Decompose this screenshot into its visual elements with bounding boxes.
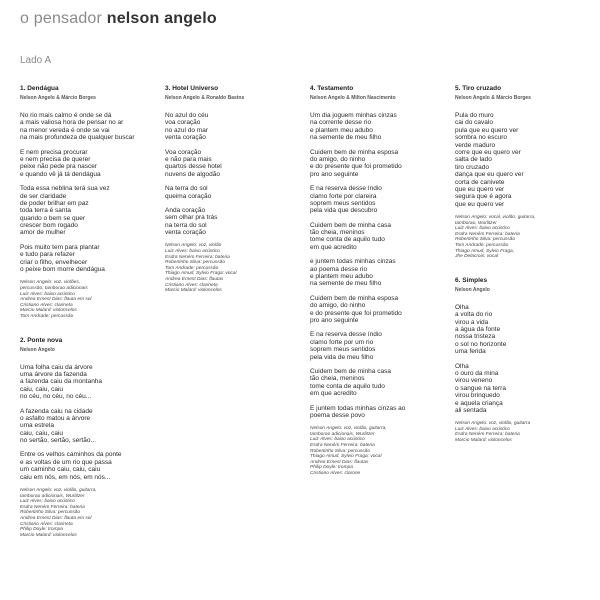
lyric-line: amor de mulher bbox=[20, 229, 66, 237]
lyric-stanza bbox=[310, 185, 450, 215]
song-block bbox=[310, 85, 450, 477]
lyric-line: salta de lado bbox=[455, 156, 492, 164]
credit-line: Nelson Angelo: vocal, violão, guitarra, bbox=[455, 215, 536, 221]
lyric-line: e tudo para refazer bbox=[20, 251, 75, 259]
lyric-line: peixe não pede pra nascer bbox=[20, 163, 97, 171]
credit-line: Luiz Alves: baixo acústico bbox=[20, 499, 75, 505]
column-3 bbox=[310, 85, 450, 494]
lyric-line: Cuidem bem de minha casa bbox=[310, 221, 391, 229]
lyric-stanza bbox=[20, 185, 160, 237]
lyric-line: Toda essa neblina terá sua vez bbox=[20, 185, 110, 193]
lyric-line: virou veneno bbox=[455, 377, 493, 385]
song-authors: Nelson Angelo bbox=[20, 346, 55, 353]
lyric-line: nuvens de algodão bbox=[165, 170, 220, 178]
credit-line: Luiz Alves: baixo acústico bbox=[310, 437, 365, 443]
song-authors: Nelson Angelo & Márcio Borges bbox=[20, 95, 96, 101]
lyric-line: quartos desse hotel bbox=[165, 163, 222, 171]
lyric-line: e do presente que foi prometido bbox=[310, 309, 402, 317]
lyric-line: caiu, caiu, caiu bbox=[20, 429, 63, 437]
credit-line: Robertinho Silva: percussão bbox=[310, 448, 370, 454]
song-credits bbox=[310, 426, 450, 476]
credit-line: Esdra Neném Ferreira: bateria bbox=[165, 254, 230, 260]
lyric-stanza bbox=[310, 368, 450, 398]
lyric-line: na semente de meu filho bbox=[310, 134, 382, 142]
credit-line: Luiz Alves: baixo acústico bbox=[455, 226, 510, 232]
lyric-line: nossa tristeza bbox=[455, 333, 496, 341]
column-1 bbox=[20, 85, 160, 555]
lyric-line: o peixe bom morre dendágua bbox=[20, 266, 105, 274]
lyric-line: em que acredito bbox=[310, 243, 357, 251]
lyric-line: do amigo, do ninho bbox=[310, 155, 366, 163]
lyric-line: e do presente que foi prometido bbox=[310, 163, 402, 171]
credit-line: Luiz Alves: baixo acústico bbox=[165, 249, 220, 255]
lyric-line: o ouro da mina bbox=[455, 369, 499, 377]
lyric-line: Pois muito tem para plantar bbox=[20, 243, 100, 251]
song-authors: Nelson Angelo & Márcio Borges bbox=[455, 95, 531, 101]
lyric-line: que eu quero ver bbox=[455, 200, 505, 208]
lyric-line: E nem precisa procurar bbox=[20, 148, 88, 156]
lyric-line: no céu, no céu, no céu... bbox=[20, 393, 92, 401]
song-credits bbox=[455, 215, 595, 260]
credit-line: Andrea Ernest Dias: flauta em sol bbox=[20, 516, 92, 522]
lyric-stanza bbox=[20, 149, 160, 179]
lyric-line: sem olhar pra trás bbox=[165, 214, 218, 222]
credit-line: Esdra Neném Ferreira: bateria bbox=[310, 443, 375, 449]
song-block bbox=[20, 337, 160, 539]
lyric-line: Entre os velhos caminhos da ponte bbox=[20, 451, 122, 459]
lyric-line: e plantem meu adubo bbox=[310, 273, 373, 281]
lyric-stanza bbox=[20, 112, 160, 142]
lyric-line: que eu quero ver bbox=[455, 185, 505, 193]
lyric-line: a fazenda caiu da montanha bbox=[20, 378, 103, 386]
lyric-line: e as voltas de um rio que passa bbox=[20, 458, 112, 466]
lyric-line: e nem precisa de querer bbox=[20, 155, 91, 163]
lyric-line: segura que é agora bbox=[455, 193, 512, 201]
song-block bbox=[20, 85, 160, 320]
song-credits bbox=[20, 280, 160, 319]
lyric-stanza bbox=[310, 112, 450, 142]
credit-line: Nelson Angelo: voz, violões, bbox=[20, 280, 81, 286]
lyric-stanza bbox=[310, 295, 450, 325]
lyric-line: E na reserva desse índio bbox=[310, 185, 382, 193]
lyric-line: no azul do mar bbox=[165, 126, 208, 134]
song-title: 6. Simples bbox=[455, 276, 488, 284]
artist-name: nelson angelo bbox=[106, 10, 217, 27]
lyric-line: A fazenda caiu na cidade bbox=[20, 407, 93, 415]
lyric-line: tome conta de aquilo tudo bbox=[310, 382, 385, 390]
credit-line: Cristiano Alves: clarone bbox=[310, 471, 361, 477]
lyric-line: o sangue na terra bbox=[455, 384, 506, 392]
lyric-line: Anda coração bbox=[165, 206, 206, 214]
lyric-line: ao poema desse rio bbox=[310, 265, 368, 273]
lyric-line: uma ferida bbox=[455, 348, 486, 356]
song-title: 1. Dendágua bbox=[20, 85, 59, 92]
credit-line: tamborao, Wurlitzer bbox=[455, 220, 497, 226]
lyric-line: virou brinquedo bbox=[455, 392, 500, 400]
lyric-line: Olha bbox=[455, 362, 469, 370]
lyric-line: Pula do muro bbox=[455, 112, 494, 119]
song-block bbox=[455, 85, 595, 260]
lyric-stanza bbox=[165, 207, 305, 237]
lyric-line: tão cheia, meninos bbox=[310, 229, 365, 237]
lyric-line: Na terra do sol bbox=[165, 185, 208, 193]
song-authors: Nelson Angelo & Milton Nascimento bbox=[310, 95, 396, 101]
song-block bbox=[165, 85, 305, 294]
credit-line: Andrea Ernest Dias: flautas bbox=[310, 459, 369, 465]
song-credits bbox=[165, 243, 305, 293]
credit-line: Tom Andrade: percussão bbox=[20, 313, 74, 319]
credit-line: percussão, tamborao adicionais bbox=[20, 286, 88, 292]
credit-line: Philip Doyle: trompa bbox=[310, 465, 353, 471]
lyric-line: na menor vereda é onde se vai bbox=[20, 126, 110, 134]
lyric-line: Um dia joguem minhas cinzas bbox=[310, 112, 397, 119]
song-title: 2. Ponte nova bbox=[20, 336, 63, 344]
lyric-line: pro ano seguinte bbox=[310, 170, 359, 178]
lyric-stanza bbox=[165, 112, 305, 142]
credit-line: Thiago Amud, Sylvio Fraga, bbox=[455, 248, 515, 254]
lyric-stanza bbox=[165, 149, 305, 179]
song-credits bbox=[20, 488, 160, 538]
song-block bbox=[455, 277, 595, 444]
song-credits bbox=[455, 421, 595, 443]
credit-line: Marcio Malard: violoncelos bbox=[455, 438, 512, 444]
lyric-line: soprem meus sentidos bbox=[310, 199, 376, 207]
song-authors: Nelson Angelo bbox=[455, 286, 490, 293]
lyric-line: Cuidem bem de minha esposa bbox=[310, 294, 399, 302]
credit-line: Esdra Neném Ferreira: bateria bbox=[455, 432, 520, 438]
credit-line: Tom Andrade: percussão bbox=[165, 265, 219, 271]
credit-line: Esdra Neném Ferreira: bateria bbox=[455, 231, 520, 237]
song-title: 5. Tiro cruzado bbox=[455, 85, 502, 92]
song-authors: Nelson Angelo & Ronaldo Bastos bbox=[165, 95, 245, 101]
lyric-line: poema desse povo bbox=[310, 411, 365, 419]
lyric-line: Olha bbox=[455, 303, 469, 311]
lyric-line: tão cheia, meninos bbox=[310, 375, 365, 383]
lyric-stanza bbox=[20, 408, 160, 445]
lyric-line: pula que eu quero ver bbox=[455, 126, 519, 134]
lyric-line: e não para mais bbox=[165, 155, 212, 163]
lyric-line: cai do cavalo bbox=[455, 119, 493, 127]
credit-line: Robertinho Silva: percussão bbox=[20, 510, 80, 516]
lyric-stanza bbox=[310, 258, 450, 288]
credit-line: Marcio Malard: violoncelos bbox=[20, 308, 77, 314]
album-title: o pensador bbox=[20, 10, 103, 27]
credit-line: Thiago Amud, Sylvio Fraga: vocal bbox=[165, 271, 237, 277]
lyric-line: uma estrela bbox=[20, 422, 54, 430]
credit-line: Jhe Delacroix: vocal bbox=[455, 254, 498, 260]
lyric-line: na terra do sol bbox=[165, 221, 207, 229]
credit-line: Cristiano Alves: clarineta bbox=[165, 282, 218, 288]
lyric-line: verde maduro bbox=[455, 141, 496, 149]
credit-line: Nelson Angelo: voz, violão, guitarra, bbox=[310, 426, 387, 432]
lyric-line: sombra no escuro bbox=[455, 134, 508, 142]
column-2 bbox=[165, 85, 305, 311]
lyric-line: Cuidem bem de minha esposa bbox=[310, 148, 399, 156]
credit-line: Thiago Amud, Sylvio Fraga: vocal bbox=[310, 454, 382, 460]
lyric-line: e aquela criança bbox=[455, 399, 503, 407]
credit-line: Luiz Alves: baixo acústico bbox=[455, 426, 510, 432]
lyric-line: o asfalto matou a árvore bbox=[20, 414, 91, 422]
column-4 bbox=[455, 85, 595, 461]
credit-line: Cristiano Alves: clarineta bbox=[20, 521, 73, 527]
lyric-line: uma árvore da fazenda bbox=[20, 370, 87, 378]
lyric-line: E juntem todas minhas cinzas ao bbox=[310, 404, 406, 412]
lyric-line: Cuidem bem de minha casa bbox=[310, 367, 391, 375]
lyric-line: Uma folha caiu da árvore bbox=[20, 363, 93, 371]
lyric-line: caiu em nós, em nós, em nós... bbox=[20, 473, 111, 481]
lyric-line: a volta do rio bbox=[455, 311, 493, 319]
lyric-line: na mais profundeza de qualquer buscar bbox=[20, 134, 135, 142]
credit-line: Andrea Ernest Dias: flauta em sol bbox=[20, 297, 92, 303]
lyric-stanza bbox=[310, 149, 450, 179]
lyric-stanza bbox=[310, 331, 450, 361]
lyric-line: um caminho caiu, caiu, caiu bbox=[20, 466, 101, 474]
lyric-line: clamo forte por um rio bbox=[310, 338, 374, 346]
credit-line: Marcio Malard: violoncelos bbox=[165, 288, 222, 294]
song-title: 3. Hotel Universo bbox=[165, 85, 219, 92]
lyric-line: corre que eu quero ver bbox=[455, 148, 521, 156]
lyric-line: virou a vida bbox=[455, 318, 489, 326]
lyric-stanza bbox=[455, 112, 595, 208]
lyric-line: a água da fonte bbox=[455, 326, 501, 333]
lyric-line: queima coração bbox=[165, 192, 212, 200]
credit-line: Nelson Angelo: voz, violão, guitarra, bbox=[20, 488, 97, 494]
album-header bbox=[20, 10, 217, 28]
lyric-line: caiu, caiu, caiu bbox=[20, 385, 63, 393]
credit-line: Esdra Neném Ferreira: bateria bbox=[20, 504, 85, 510]
lyric-line: corta de canivete bbox=[455, 178, 505, 186]
lyric-line: ali sentada bbox=[455, 406, 487, 414]
lyric-line: venta coração bbox=[165, 134, 206, 142]
lyric-line: tome conta de aquilo tudo bbox=[310, 236, 385, 244]
song-title: 4. Testamento bbox=[310, 85, 354, 92]
credit-line: tamborao adicionais, Wurlitzer bbox=[310, 431, 375, 437]
credit-line: Nelson Angelo: voz, violão bbox=[165, 243, 222, 249]
lyric-line: voa coração bbox=[165, 119, 201, 127]
lyric-line: na corrente desse rio bbox=[310, 119, 372, 127]
lyric-line: No azul do céu bbox=[165, 112, 209, 119]
lyric-stanza bbox=[455, 304, 595, 356]
lyric-line: criar o filho, envelhecer bbox=[20, 258, 88, 266]
lyric-stanza bbox=[455, 363, 595, 415]
credit-line: Robertinho Silva: percussão bbox=[165, 260, 225, 266]
credit-line: Andrea Ernest Dias: flautas bbox=[165, 277, 224, 283]
lyric-line: soprem meus sentidos bbox=[310, 346, 376, 354]
credit-line: Cristiano Alves: clarineta bbox=[20, 302, 73, 308]
lyric-line: em que acredito bbox=[310, 390, 357, 398]
credit-line: Robertinho Silva: percussão bbox=[455, 237, 515, 243]
lyric-line: clamo forte por clareira bbox=[310, 192, 377, 200]
lyric-line: na semente de meu filho bbox=[310, 280, 382, 288]
lyric-line: de poder brilhar em paz bbox=[20, 199, 89, 207]
lyric-line: o sol no horizonte bbox=[455, 340, 507, 348]
credit-line: Marcio Malard: violoncelos bbox=[20, 532, 77, 538]
lyric-line: a mais valiosa hora de pensar no ar bbox=[20, 119, 124, 127]
lyric-line: No rio mais calmo é onde se dá bbox=[20, 112, 112, 119]
lyric-line: e quando vê já tá dendágua bbox=[20, 170, 101, 178]
lyric-line: venta coração bbox=[165, 229, 206, 237]
lyric-line: pela vida de meu filho bbox=[310, 353, 374, 361]
lyric-stanza bbox=[310, 405, 450, 420]
lyric-line: pela vida que descubro bbox=[310, 207, 378, 215]
credit-line: tamborao adicionais, Wurlitzer bbox=[20, 493, 85, 499]
lyric-stanza bbox=[20, 244, 160, 274]
lyric-line: e juntem todas minhas cinzas bbox=[310, 258, 396, 266]
lyric-line: do amigo, do ninho bbox=[310, 302, 366, 310]
lyric-line: no sertão, sertão, sertão... bbox=[20, 437, 96, 445]
lyric-line: e plantem meu adubo bbox=[310, 126, 373, 134]
side-label: Lado A bbox=[20, 55, 52, 66]
credit-line: Luiz Alves: baixo acústico bbox=[20, 291, 75, 297]
lyric-line: toda terra é santa bbox=[20, 207, 71, 215]
lyric-stanza bbox=[20, 451, 160, 481]
credit-line: Tom Andrade: percussão bbox=[455, 243, 509, 249]
credit-line: Nelson Angelo: voz, violão, guitarra bbox=[455, 421, 531, 427]
lyric-line: E na reserva desse índio bbox=[310, 331, 382, 339]
lyric-line: crescer bom rogado bbox=[20, 222, 78, 230]
lyric-line: tiro cruzado bbox=[455, 163, 489, 171]
lyric-line: de ser claridade bbox=[20, 192, 67, 200]
credit-line: Philip Doyle: trompa bbox=[20, 527, 63, 533]
lyric-stanza bbox=[310, 222, 450, 252]
lyric-line: Voa coração bbox=[165, 148, 202, 156]
lyric-line: dança que eu quero ver bbox=[455, 171, 524, 179]
lyric-line: quando o bem se quer bbox=[20, 214, 86, 222]
lyric-stanza bbox=[165, 185, 305, 200]
lyric-line: pro ano seguinte bbox=[310, 316, 359, 324]
lyric-stanza bbox=[20, 364, 160, 401]
